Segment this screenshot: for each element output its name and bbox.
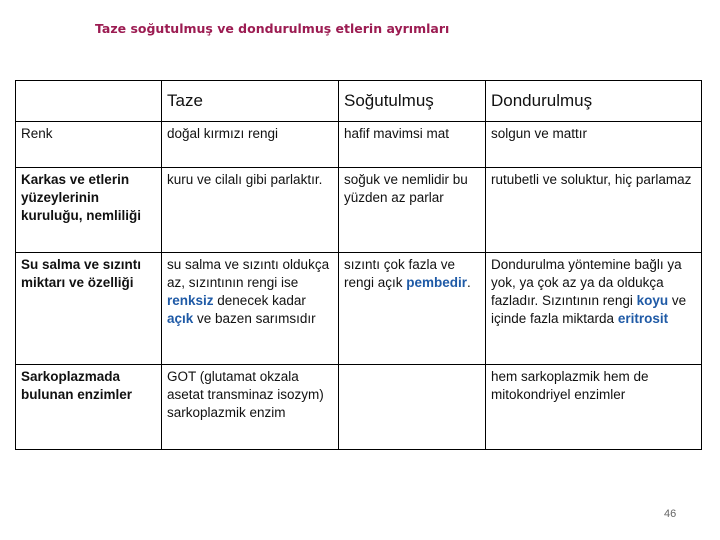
cell-taze: kuru ve cilalı gibi parlaktır. xyxy=(162,168,339,253)
row-label: Renk xyxy=(16,122,162,168)
cell-sogutulmus: soğuk ve nemlidir bu yüzden az parlar xyxy=(339,168,486,253)
row-label: Su salma ve sızıntı miktarı ve özelliği xyxy=(16,253,162,365)
text-segment: su salma ve sızıntı oldukça az, sızıntının rengi ise xyxy=(167,257,330,290)
cell-sogutulmus xyxy=(339,365,486,450)
highlight-text: eritrosit xyxy=(617,311,669,326)
table-row xyxy=(16,253,702,365)
highlight-text: pembedir xyxy=(406,275,468,290)
page-title: Taze soğutulmuş ve dondurulmuş etlerin ayrımları xyxy=(95,21,450,36)
cell-sogutulmus xyxy=(339,253,486,365)
text-segment: Dondurulma yöntemine bağlı ya yok, ya çok az ya da oldukça fazladır. Sızıntının rengi xyxy=(491,257,682,308)
page-number: 46 xyxy=(664,508,677,520)
header-empty-cell xyxy=(16,81,162,122)
highlight-text: renksiz xyxy=(167,293,214,308)
text-segment: . xyxy=(467,275,471,290)
cell-taze xyxy=(162,253,339,365)
cell-dondurulmus: rutubetli ve soluktur, hiç parlamaz xyxy=(486,168,702,253)
row-label: Sarkoplazmada bulunan enzimler xyxy=(16,365,162,450)
cell-dondurulmus: hem sarkoplazmik hem de mitokondriyel enzimler xyxy=(486,365,702,450)
table-row xyxy=(16,365,702,450)
comparison-table xyxy=(15,80,702,450)
text-segment: sızıntı çok fazla ve rengi açık xyxy=(344,257,456,290)
text-segment: ve bazen sarımsıdır xyxy=(193,311,316,326)
table-row xyxy=(16,122,702,168)
header-dondurulmus: Dondurulmuş xyxy=(486,81,702,122)
header-sogutulmus: Soğutulmuş xyxy=(339,81,486,122)
cell-taze: GOT (glutamat okzala asetat transminaz isozym) sarkoplazmik enzim xyxy=(162,365,339,450)
row-label: Karkas ve etlerin yüzeylerinin kuruluğu, nemliliği xyxy=(16,168,162,253)
cell-sogutulmus: hafif mavimsi mat xyxy=(339,122,486,168)
table-row xyxy=(16,168,702,253)
highlight-text: koyu xyxy=(636,293,669,308)
highlight-text: açık xyxy=(167,311,194,326)
header-taze: Taze xyxy=(162,81,339,122)
cell-taze: doğal kırmızı rengi xyxy=(162,122,339,168)
cell-dondurulmus xyxy=(486,253,702,365)
text-segment: ve içinde fazla miktarda xyxy=(491,293,687,326)
text-segment: denecek kadar xyxy=(213,293,306,308)
table-header-row xyxy=(16,81,702,122)
cell-dondurulmus: solgun ve mattır xyxy=(486,122,702,168)
